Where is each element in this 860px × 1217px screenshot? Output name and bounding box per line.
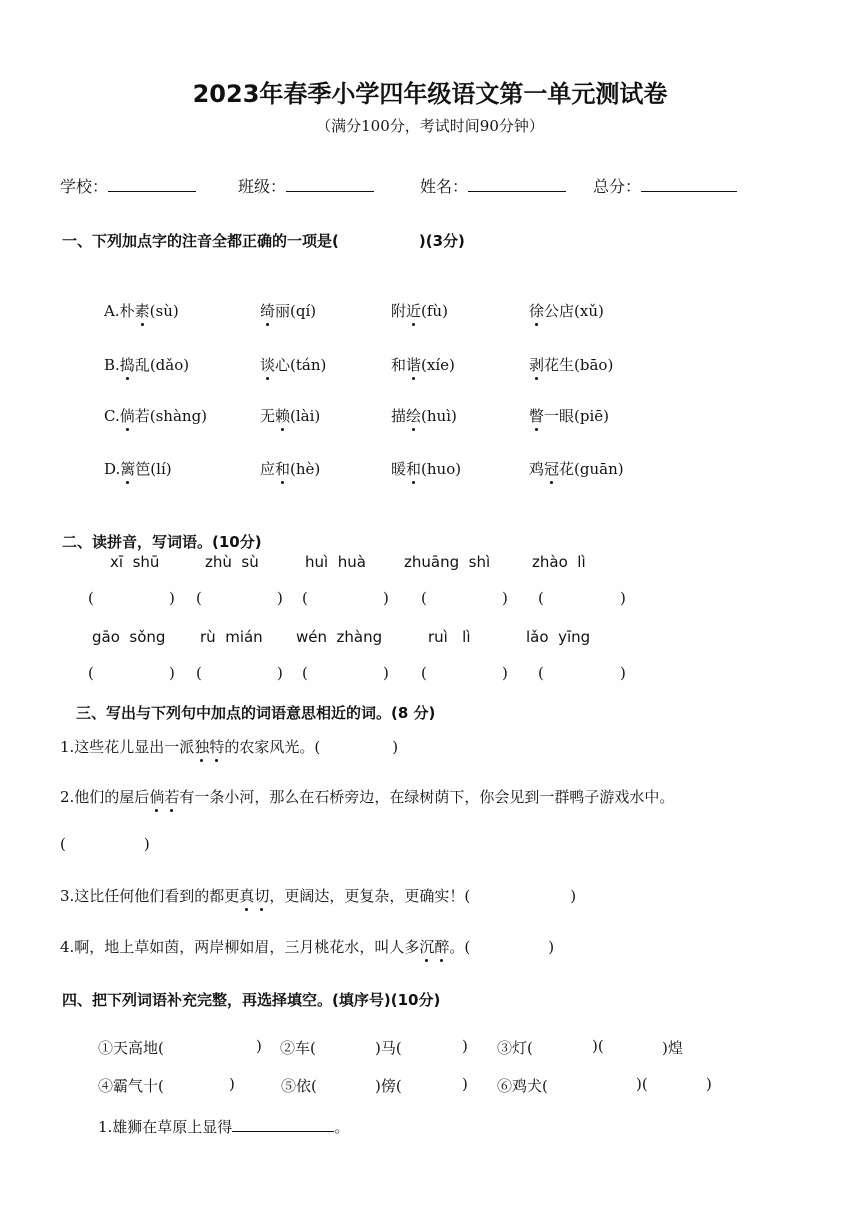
option-c-word-4: 瞥一眼(piē) bbox=[529, 407, 610, 425]
pinyin-1-1: xī shū bbox=[110, 553, 160, 571]
q4-fill-blank-1[interactable] bbox=[232, 1117, 334, 1132]
idiom-piece-8: )煌 bbox=[662, 1039, 683, 1057]
idiom-piece-1[interactable]: ①天高地( bbox=[98, 1039, 164, 1057]
option-a-word-1: A.朴素(sù) bbox=[104, 302, 179, 320]
section-1-title-text: 一、下列加点字的注音全都正确的一项是( bbox=[62, 232, 339, 250]
total-blank[interactable] bbox=[641, 177, 737, 192]
section-3-title: 三、写出与下列句中加点的词语意思相近的词。(8 分) bbox=[76, 704, 436, 722]
idiom-piece-7[interactable]: )( bbox=[592, 1037, 604, 1055]
answer-box-2-5-close: ) bbox=[620, 664, 626, 682]
q3-sentence-3: 3.这比任何他们看到的都更真切，更阔达，更复杂，更确实！( ) bbox=[60, 887, 577, 905]
answer-box-1-1-open[interactable]: ( bbox=[88, 589, 94, 607]
option-c-word-1: C.倘若(shàng) bbox=[104, 407, 208, 425]
answer-box-2-2-open[interactable]: ( bbox=[196, 664, 202, 682]
school-field[interactable] bbox=[60, 174, 196, 197]
answer-box-2-3-close: ) bbox=[383, 664, 389, 682]
name-field[interactable] bbox=[420, 174, 566, 197]
option-d-word-3: 暖和(huo) bbox=[391, 460, 462, 478]
answer-box-2-4-close: ) bbox=[502, 664, 508, 682]
option-b-word-2: 谈心(tán) bbox=[260, 356, 327, 374]
q3-sentence-1: 1.这些花儿显出一派独特的农家风光。( ) bbox=[60, 738, 399, 756]
idiom-piece-6[interactable]: ③灯( bbox=[497, 1039, 533, 1057]
answer-box-1-4-close: ) bbox=[502, 589, 508, 607]
option-c-word-3: 描绘(huì) bbox=[391, 407, 457, 425]
answer-box-1-3-close: ) bbox=[383, 589, 389, 607]
idiom-piece-11[interactable]: ⑤依( bbox=[281, 1077, 317, 1095]
section-4-title: 四、把下列词语补充完整，再选择填空。(填序号)(10分) bbox=[62, 991, 441, 1009]
option-b-word-4: 剥花生(bāo) bbox=[529, 356, 614, 374]
school-blank[interactable] bbox=[108, 177, 196, 192]
option-b-word-3: 和谐(xíe) bbox=[391, 356, 455, 374]
option-a-word-3: 附近(fù) bbox=[391, 302, 448, 320]
class-field[interactable] bbox=[238, 174, 374, 197]
option-d-word-2: 应和(hè) bbox=[260, 460, 321, 478]
section-2-title: 二、读拼音，写词语。(10分) bbox=[62, 533, 262, 551]
answer-box-1-2-close: ) bbox=[277, 589, 283, 607]
idiom-piece-5: ) bbox=[462, 1037, 468, 1055]
q4-fill-sentence-1: 1.雄狮在草原上显得 。 bbox=[98, 1118, 350, 1136]
name-blank[interactable] bbox=[468, 177, 566, 192]
pinyin-1-5: zhào lì bbox=[532, 553, 586, 571]
idiom-piece-4[interactable]: )马( bbox=[375, 1039, 402, 1057]
pinyin-1-2: zhù sù bbox=[205, 553, 259, 571]
pinyin-2-5: lǎo yīng bbox=[526, 628, 591, 646]
total-field[interactable] bbox=[593, 174, 737, 197]
answer-box-2-1-close: ) bbox=[169, 664, 175, 682]
idiom-piece-10: ) bbox=[229, 1075, 235, 1093]
idiom-piece-16: ) bbox=[706, 1075, 712, 1093]
idiom-piece-13: ) bbox=[462, 1075, 468, 1093]
class-label: 班级： bbox=[238, 177, 287, 196]
pinyin-2-1: gāo sǒng bbox=[92, 628, 166, 646]
pinyin-2-4: ruì lì bbox=[428, 628, 471, 646]
answer-box-2-1-open[interactable]: ( bbox=[88, 664, 94, 682]
school-label: 学校： bbox=[60, 177, 109, 196]
q3-answer-2-line: ( ) bbox=[60, 835, 150, 853]
option-a-word-2: 绮丽(qí) bbox=[260, 302, 317, 320]
name-label: 姓名： bbox=[420, 177, 469, 196]
option-b-word-1: B.捣乱(dǎo) bbox=[104, 356, 190, 374]
pinyin-1-3: huì huà bbox=[305, 553, 366, 571]
answer-box-2-5-open[interactable]: ( bbox=[538, 664, 544, 682]
q3-sentence-4: 4.啊，地上草如茵，两岸柳如眉，三月桃花水，叫人多沉醉。( ) bbox=[60, 938, 555, 956]
idiom-piece-15[interactable]: )( bbox=[636, 1075, 648, 1093]
pinyin-2-3: wén zhàng bbox=[296, 628, 383, 646]
class-blank[interactable] bbox=[286, 177, 374, 192]
answer-box-1-3-open[interactable]: ( bbox=[302, 589, 308, 607]
answer-box-1-5-open[interactable]: ( bbox=[538, 589, 544, 607]
option-d-word-4: 鸡冠花(guān) bbox=[529, 460, 624, 478]
option-a-word-4: 徐公店(xǔ) bbox=[529, 302, 604, 320]
pinyin-1-4: zhuāng shì bbox=[404, 553, 491, 571]
total-label: 总分： bbox=[593, 177, 642, 196]
section-1-title bbox=[62, 230, 465, 251]
idiom-piece-3[interactable]: ②车( bbox=[280, 1039, 316, 1057]
page-title: 2023年春季小学四年级语文第一单元测试卷 bbox=[192, 80, 668, 108]
pinyin-2-2: rù mián bbox=[200, 628, 263, 646]
idiom-piece-12[interactable]: )傍( bbox=[375, 1077, 402, 1095]
answer-box-1-2-open[interactable]: ( bbox=[196, 589, 202, 607]
answer-box-1-1-close: ) bbox=[169, 589, 175, 607]
q3-sentence-2: 2.他们的屋后倘若有一条小河，那么在石桥旁边，在绿树荫下，你会见到一群鸭子游戏水中。 bbox=[60, 788, 675, 806]
idiom-piece-14[interactable]: ⑥鸡犬( bbox=[497, 1077, 548, 1095]
option-d-word-1: D.篱笆(lí) bbox=[104, 460, 172, 478]
page-subtitle: （满分100分，考试时间90分钟） bbox=[316, 117, 544, 135]
option-c-word-2: 无赖(lài) bbox=[260, 407, 321, 425]
idiom-piece-2: ) bbox=[256, 1037, 262, 1055]
answer-box-1-5-close: ) bbox=[620, 589, 626, 607]
answer-box-1-4-open[interactable]: ( bbox=[421, 589, 427, 607]
idiom-piece-9[interactable]: ④霸气十( bbox=[98, 1077, 164, 1095]
answer-box-2-3-open[interactable]: ( bbox=[302, 664, 308, 682]
section-1-points: )(3分) bbox=[418, 232, 465, 250]
answer-box-2-4-open[interactable]: ( bbox=[421, 664, 427, 682]
answer-box-2-2-close: ) bbox=[277, 664, 283, 682]
